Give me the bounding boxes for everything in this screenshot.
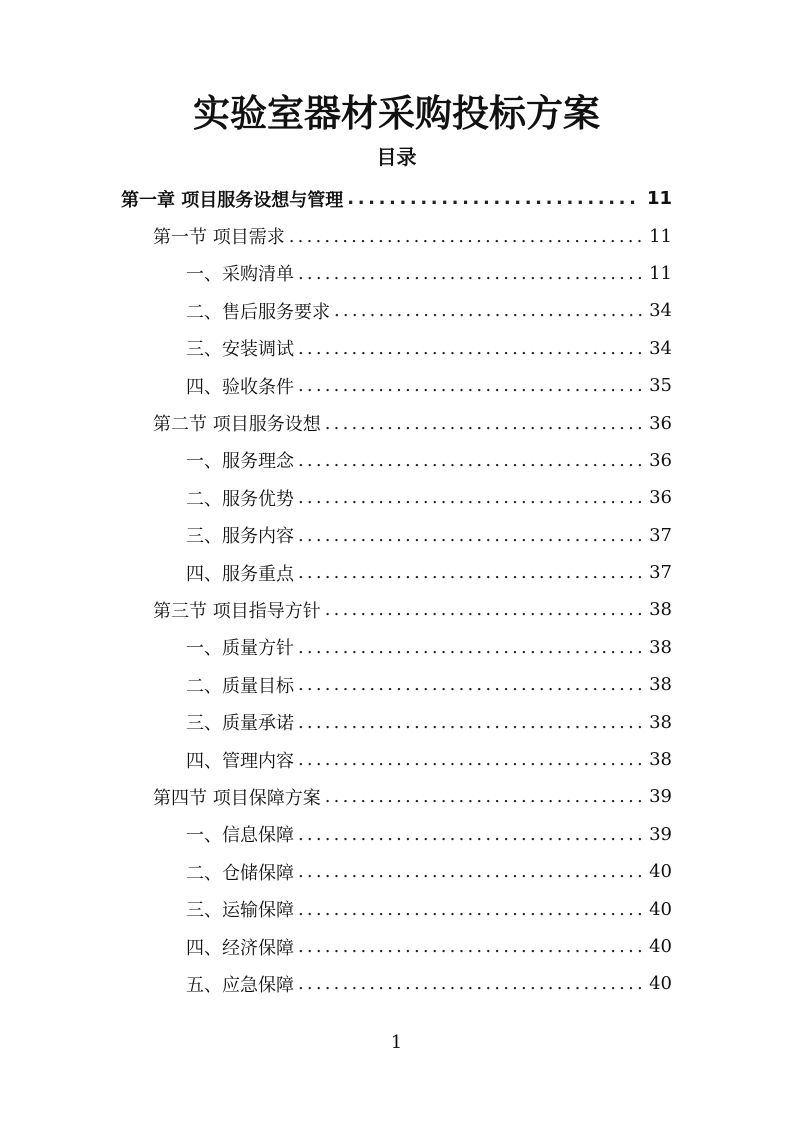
toc-entry-page: 11 [649,262,672,284]
toc-entry-page: 39 [649,786,672,808]
toc-entry-page: 34 [649,300,672,322]
toc-entry-item[interactable] [0,853,793,890]
toc-entry-page: 36 [649,412,672,434]
toc-entry-label: 二、质量目标 [186,675,294,697]
toc-entry-item[interactable] [0,330,793,367]
toc-entry-page: 36 [649,487,672,509]
toc-entry-page: 37 [649,524,672,546]
toc-entry-item[interactable] [0,554,793,591]
toc-entry-label: 第一节 项目需求 [153,227,285,249]
toc-entry-label: 五、应急保障 [186,974,294,996]
toc-heading: 目录 [376,145,417,169]
toc-entry-page: 38 [649,636,672,658]
toc-entry-page: 38 [649,674,672,696]
toc-entry-page: 11 [646,188,672,210]
toc-entry-label: 三、服务内容 [186,526,294,548]
toc-entry-item[interactable] [0,292,793,329]
toc-entry-item[interactable] [0,816,793,853]
toc-entry-chapter-1[interactable] [0,180,793,217]
toc-entry-item[interactable] [0,890,793,927]
toc-entry-item[interactable] [0,629,793,666]
toc-dot-leader [298,749,643,770]
toc-entry-item[interactable] [0,928,793,965]
toc-entry-section-4[interactable] [0,778,793,815]
toc-entry-label: 第一章 项目服务设想与管理 [121,189,344,211]
toc-entry-label: 第四节 项目保障方案 [153,787,321,809]
toc-entry-section-3[interactable] [0,591,793,628]
toc-dot-leader [298,899,643,920]
toc-dot-leader [347,188,641,209]
toc-entry-item[interactable] [0,741,793,778]
toc-entry-label: 三、质量承诺 [186,713,294,735]
toc-entry-page: 38 [649,599,672,621]
toc-entry-page: 40 [649,973,672,995]
toc-entry-page: 40 [649,861,672,883]
toc-dot-leader [298,712,643,733]
toc-entry-label: 三、安装调试 [186,339,294,361]
toc-entry-item[interactable] [0,255,793,292]
toc-dot-leader [298,824,643,845]
toc-entry-label: 一、质量方针 [186,638,294,660]
toc-entry-page: 38 [649,711,672,733]
toc-entry-label: 二、售后服务要求 [186,301,330,323]
toc-entry-page: 40 [649,936,672,957]
toc-entry-item[interactable] [0,666,793,703]
toc-entry-page: 36 [649,449,672,471]
toc-entry-label: 四、经济保障 [186,937,294,959]
toc-entry-item[interactable] [0,703,793,740]
toc-entry-label: 四、管理内容 [186,750,294,772]
toc-entry-page: 37 [649,562,672,584]
toc-dot-leader [298,487,643,508]
document-title: 实验室器材采购投标方案 [193,92,600,135]
toc-dot-leader [298,562,643,583]
toc-dot-leader [298,674,643,695]
toc-dot-leader [298,450,643,471]
toc-dot-leader [298,637,643,658]
toc-dot-leader [298,861,643,882]
toc-entry-page: 40 [649,898,672,920]
toc-entry-label: 一、采购清单 [186,264,294,286]
toc-dot-leader [298,263,643,284]
toc-entry-label: 四、验收条件 [186,376,294,398]
page-number: 1 [390,1032,403,1053]
toc-entry-label: 一、服务理念 [186,451,294,473]
toc-entry-item[interactable] [0,479,793,516]
table-of-contents [0,180,793,1003]
toc-entry-label: 二、仓储保障 [186,862,294,884]
toc-entry-label: 第二节 项目服务设想 [153,414,321,436]
toc-dot-leader [325,413,643,434]
toc-entry-label: 四、服务重点 [186,563,294,585]
toc-entry-item[interactable] [0,442,793,479]
toc-entry-page: 34 [649,337,672,359]
toc-entry-item[interactable] [0,965,793,1002]
toc-dot-leader [298,525,643,546]
toc-dot-leader [289,226,643,247]
toc-entry-page: 39 [649,823,672,845]
toc-entry-label: 一、信息保障 [186,825,294,847]
toc-entry-page: 38 [649,749,672,771]
toc-entry-section-1[interactable] [0,217,793,254]
toc-dot-leader [325,786,643,807]
toc-entry-page: 35 [649,375,672,397]
toc-entry-label: 二、服务优势 [186,488,294,510]
toc-dot-leader [298,973,643,994]
toc-entry-label: 第三节 项目指导方针 [153,600,321,622]
toc-dot-leader [325,599,643,620]
toc-entry-item[interactable] [0,367,793,404]
toc-dot-leader [298,936,643,957]
toc-dot-leader [298,338,643,359]
toc-entry-item[interactable] [0,517,793,554]
toc-dot-leader [298,375,643,396]
toc-dot-leader [334,300,643,321]
toc-entry-page: 11 [649,225,672,247]
toc-entry-section-2[interactable] [0,404,793,441]
toc-entry-label: 三、运输保障 [186,900,294,922]
